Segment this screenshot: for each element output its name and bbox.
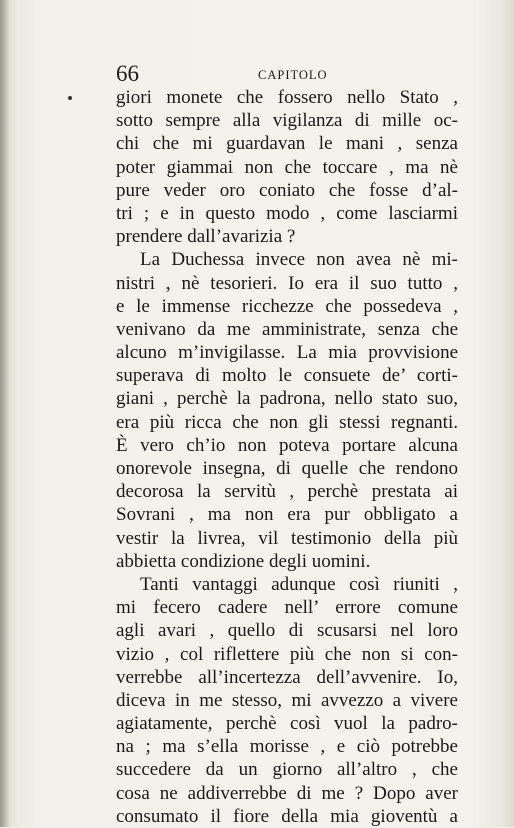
text-line: prendere dall’avarizia ? <box>116 226 296 248</box>
text-line: giani , perchè la padrona, nello stato suo, <box>116 388 458 410</box>
text-line: pure veder oro coniato che fosse d’al- <box>116 179 458 201</box>
text-line: era più ricca che non gli stessi regnanti. <box>116 411 458 433</box>
ink-speck <box>68 96 72 100</box>
text-line: poter giammai non che toccare , ma nè <box>116 156 458 178</box>
text-line: na ; ma s’ella morisse , e ciò potrebbe <box>116 736 458 758</box>
page-gutter-shadow <box>0 0 10 827</box>
text-line: cosa ne addiverrebbe di me ? Dopo aver <box>116 782 458 804</box>
text-line: chi che mi guardavan le mani , senza <box>116 133 458 155</box>
text-line: mi fecero cadere nell’ errore comune <box>116 597 458 619</box>
text-line: verrebbe all’incertezza dell’avvenire. Io, <box>116 666 458 688</box>
text-line: agli avari , quello di scusarsi nel loro <box>116 620 458 642</box>
text-line: succedere da un giorno all’altro , che <box>116 759 458 781</box>
text-line: sotto sempre alla vigilanza di mille oc- <box>116 110 458 132</box>
text-line: È vero ch’io non poteva portare alcuna <box>116 434 458 456</box>
text-line: decorosa la servitù , perchè prestata ai <box>116 481 458 503</box>
page-number: 66 <box>116 61 139 86</box>
text-line: giori monete che fossero nello Stato , <box>116 87 458 108</box>
page-header <box>116 60 456 88</box>
text-line: vestir la livrea, vil testimonio della più <box>116 527 458 549</box>
text-line: onorevole insegna, di quelle che rendono <box>116 458 458 479</box>
text-line: alcuno m’invigilasse. La mia provvisione <box>116 342 458 364</box>
text-line: Tanti vantaggi adunque così riuniti , <box>140 573 458 595</box>
text-line: Sovrani , ma non era pur obbligato a <box>116 504 458 526</box>
text-line: vizio , col riflettere più che non si con- <box>116 643 458 665</box>
text-line: tri ; e in questo modo , come lasciarmi <box>116 202 458 224</box>
text-line: consumato il fiore della mia gioventù a <box>116 805 458 827</box>
running-head: CAPITOLO <box>258 68 328 82</box>
text-line: abbietta condizione degli uomini. <box>116 550 371 572</box>
text-line: La Duchessa invece non avea nè mi- <box>140 249 458 271</box>
body-text <box>116 86 458 828</box>
text-line: superava di molto le consuete de’ corti- <box>116 365 458 387</box>
text-line: e le immense ricchezze che possedeva , <box>116 295 458 317</box>
text-line: agiatamente, perchè così vuol la padro- <box>116 713 458 735</box>
text-line: diceva in me stesso, mi avvezzo a vivere <box>116 689 458 711</box>
text-line: venivano da me amministrate, senza che <box>116 318 458 340</box>
text-line: nistri , nè tesorieri. Io era il suo tutto , <box>116 272 458 294</box>
